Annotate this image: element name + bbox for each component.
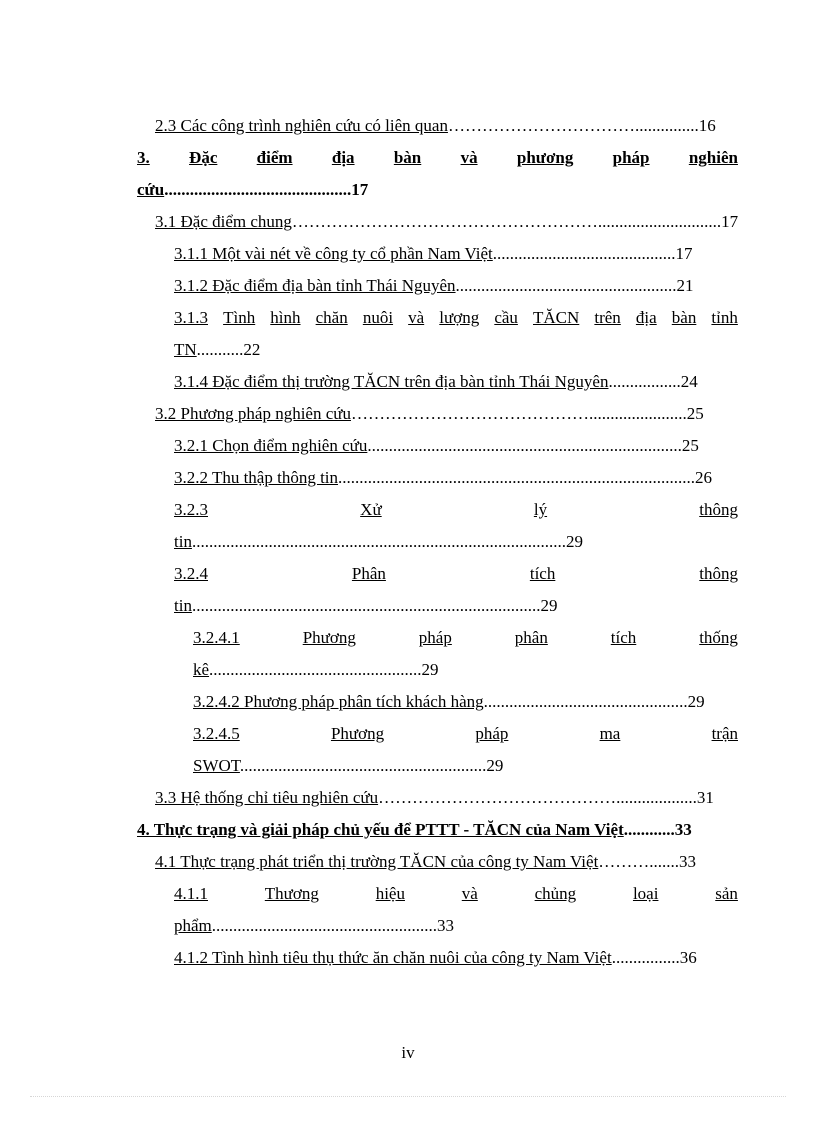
toc-word: cầu xyxy=(494,308,518,327)
toc-leader: ........................................................................................ xyxy=(191,532,566,551)
toc-page-number: 22 xyxy=(243,340,261,359)
toc-leader: .................................................. xyxy=(209,660,422,679)
toc-word: 4.1.1 xyxy=(174,884,208,903)
toc-page-number: 33 xyxy=(437,916,455,935)
toc-word: chăn xyxy=(315,308,348,327)
toc-leader: ………………………………………………............................. xyxy=(291,212,722,231)
toc-word: địa xyxy=(635,308,657,327)
toc-entry-3-2[interactable] xyxy=(155,402,738,426)
toc-leader: .......................................................................... xyxy=(367,436,682,455)
toc-entry-text: 3.2.1 Chọn điểm nghiên cứu xyxy=(174,436,368,455)
toc-page-number: 31 xyxy=(696,788,714,807)
toc-entry-4-1[interactable] xyxy=(155,850,738,874)
toc-word: 3.2.3 xyxy=(174,500,208,519)
toc-word: lý xyxy=(533,500,548,519)
toc-page-number: 17 xyxy=(721,212,738,231)
toc-page-number: 33 xyxy=(679,852,697,871)
toc-page-number: 17 xyxy=(675,244,693,263)
toc-word: thông xyxy=(699,500,738,519)
toc-leader: ........... xyxy=(196,340,244,359)
toc-word: ma xyxy=(599,724,621,743)
toc-entry-3-2-1[interactable] xyxy=(174,434,738,458)
toc-entry-text: TN xyxy=(174,340,197,359)
toc-entry-3-2-4-1-line1[interactable] xyxy=(193,626,738,650)
toc-word: trên xyxy=(594,308,621,327)
toc-page-number: 29 xyxy=(540,596,558,615)
toc-leader: ……………………………………................... xyxy=(378,788,697,807)
toc-leader: ………....... xyxy=(598,852,680,871)
toc-word: hình xyxy=(270,308,301,327)
toc-entry-text: 3.1 Đặc điểm chung xyxy=(155,212,292,231)
toc-page-number: 33 xyxy=(674,820,692,839)
toc-word: thông xyxy=(699,564,738,583)
page-bottom-divider xyxy=(30,1096,786,1097)
toc-entry-3-1-3-line1[interactable] xyxy=(174,306,738,330)
toc-leader: .......................................................... xyxy=(239,756,487,775)
toc-entry-text: tin xyxy=(174,532,192,551)
toc-entry-3-1-4[interactable] xyxy=(174,370,738,394)
toc-entry-3-2-4-5-line1[interactable] xyxy=(193,722,738,746)
toc-entry-3-2-4-line1[interactable] xyxy=(174,562,738,586)
toc-word: 3.2.4 xyxy=(174,564,208,583)
toc-word: tỉnh xyxy=(711,308,738,327)
toc-word: TĂCN xyxy=(533,308,580,327)
toc-word: thống xyxy=(699,628,738,647)
toc-page-number: 29 xyxy=(486,756,504,775)
toc-word: 3. xyxy=(137,148,150,167)
toc-entry-3-1[interactable] xyxy=(155,210,738,234)
toc-entry-2-3[interactable] xyxy=(155,114,738,138)
toc-page-number: 25 xyxy=(681,436,699,455)
toc-word: 3.2.4.1 xyxy=(193,628,240,647)
toc-entry-3-2-4-1-line2[interactable] xyxy=(193,658,738,682)
toc-entry-3-2-2[interactable] xyxy=(174,466,738,490)
toc-entry-text: 3.2 Phương pháp nghiên cứu xyxy=(155,404,351,423)
toc-leader: ……………………………............... xyxy=(447,116,699,135)
toc-page-number: 25 xyxy=(686,404,704,423)
toc-entry-text: 3.2.2 Thu thập thông tin xyxy=(174,468,339,487)
toc-word: 3.2.4.5 xyxy=(193,724,240,743)
toc-leader: .................................................................................... xyxy=(338,468,696,487)
toc-entry-3-2-4-2[interactable] xyxy=(193,690,738,714)
toc-word: chủng xyxy=(534,884,577,903)
toc-entry-3-line2[interactable] xyxy=(137,178,738,202)
page-number: iv xyxy=(401,1043,415,1062)
toc-entry-text: 2.3 Các công trình nghiên cứu có liên quan xyxy=(155,116,448,135)
toc-word: địa xyxy=(331,148,355,167)
toc-word: Xử xyxy=(360,500,382,519)
toc-leader: .................................................... xyxy=(455,276,677,295)
toc-word: pháp xyxy=(418,628,452,647)
toc-entry-3-2-3-line1[interactable] xyxy=(174,498,738,522)
toc-entry-3-2-4-line2[interactable] xyxy=(174,594,738,618)
toc-entry-3-2-4-5-line2[interactable] xyxy=(193,754,738,778)
toc-entry-4[interactable] xyxy=(137,818,738,842)
toc-page-number: 16 xyxy=(698,116,716,135)
toc-entry-text: 3.2.4.2 Phương pháp phân tích khách hàng xyxy=(193,692,484,711)
toc-entry-text: SWOT xyxy=(193,756,240,775)
toc-leader: ........................................... xyxy=(492,244,676,263)
toc-entry-3-1-1[interactable] xyxy=(174,242,738,266)
toc-entry-text: cứu xyxy=(137,180,165,199)
toc-leader: .................................................................................. xyxy=(191,596,541,615)
toc-word: và xyxy=(460,148,478,167)
toc-word: tích xyxy=(610,628,637,647)
toc-word: Phân xyxy=(351,564,386,583)
toc-entry-4-1-1-line2[interactable] xyxy=(174,914,738,938)
toc-page-number: 17 xyxy=(351,180,369,199)
toc-word: trận xyxy=(711,724,738,743)
toc-leader: ................................................ xyxy=(483,692,688,711)
toc-page-number: 29 xyxy=(421,660,439,679)
toc-page-number: 21 xyxy=(676,276,694,295)
toc-entry-4-1-1-line1[interactable] xyxy=(174,882,738,906)
toc-word: bàn xyxy=(393,148,422,167)
toc-word: Phương xyxy=(302,628,356,647)
toc-word: bàn xyxy=(671,308,697,327)
toc-word: lượng xyxy=(439,308,480,327)
toc-word: Đặc xyxy=(189,148,218,167)
toc-entry-text: 4. Thực trạng và giải pháp chủ yếu để PTTT - TĂCN của Nam Việt xyxy=(137,820,624,839)
toc-entry-text: 4.1.2 Tình hình tiêu thụ thức ăn chăn nuôi của công ty Nam Việt xyxy=(174,948,612,967)
toc-word: tích xyxy=(529,564,556,583)
toc-entry-text: phẩm xyxy=(174,916,212,935)
toc-leader: ................. xyxy=(608,372,681,391)
toc-word: nuôi xyxy=(362,308,394,327)
toc-word: phương xyxy=(516,148,574,167)
toc-entry-3-1-2[interactable] xyxy=(174,274,738,298)
toc-leader: ……………………………………....................... xyxy=(350,404,687,423)
toc-word: loại xyxy=(632,884,659,903)
toc-word: 3.1.3 xyxy=(174,308,208,327)
toc-word: và xyxy=(408,308,425,327)
toc-word: pháp xyxy=(475,724,509,743)
toc-entry-text: 3.1.1 Một vài nét về công ty cổ phần Nam Việt xyxy=(174,244,493,263)
toc-entry-text: 3.3 Hệ thống chỉ tiêu nghiên cứu xyxy=(155,788,379,807)
toc-word: nghiên xyxy=(688,148,738,167)
toc-entry-text: kê xyxy=(193,660,210,679)
toc-word: Thương xyxy=(264,884,319,903)
toc-word: phân xyxy=(514,628,548,647)
toc-page-number: 26 xyxy=(695,468,713,487)
toc-leader: ............................................ xyxy=(164,180,352,199)
toc-entry-3-2-3-line2[interactable] xyxy=(174,530,738,554)
toc-page-number: 36 xyxy=(679,948,697,967)
toc-entry-4-1-2[interactable] xyxy=(174,946,738,970)
toc-leader: ............ xyxy=(623,820,675,839)
toc-leader: ................ xyxy=(611,948,680,967)
toc-page-number: 29 xyxy=(565,532,583,551)
toc-word: và xyxy=(461,884,478,903)
toc-word: pháp xyxy=(612,148,650,167)
toc-entry-text: 3.1.2 Đặc điểm địa bàn tỉnh Thái Nguyên xyxy=(174,276,456,295)
toc-entry-3-1-3-line2[interactable] xyxy=(174,338,738,362)
toc-entry-text: tin xyxy=(174,596,192,615)
toc-entry-3-3[interactable] xyxy=(155,786,738,810)
toc-word: điểm xyxy=(256,148,293,167)
toc-leader: ..................................................... xyxy=(211,916,438,935)
toc-entry-3-line1[interactable] xyxy=(137,146,738,170)
toc-word: hiệu xyxy=(375,884,405,903)
toc-word: Tình xyxy=(223,308,256,327)
toc-entry-text: 4.1 Thực trạng phát triển thị trường TĂCN của công ty Nam Việt xyxy=(155,852,599,871)
toc-word: Phương xyxy=(330,724,385,743)
toc-word: sản xyxy=(715,884,738,903)
toc-entry-text: 3.1.4 Đặc điểm thị trường TĂCN trên địa bàn tỉnh Thái Nguyên xyxy=(174,372,609,391)
toc-page-number: 29 xyxy=(687,692,705,711)
toc-page-number: 24 xyxy=(680,372,698,391)
